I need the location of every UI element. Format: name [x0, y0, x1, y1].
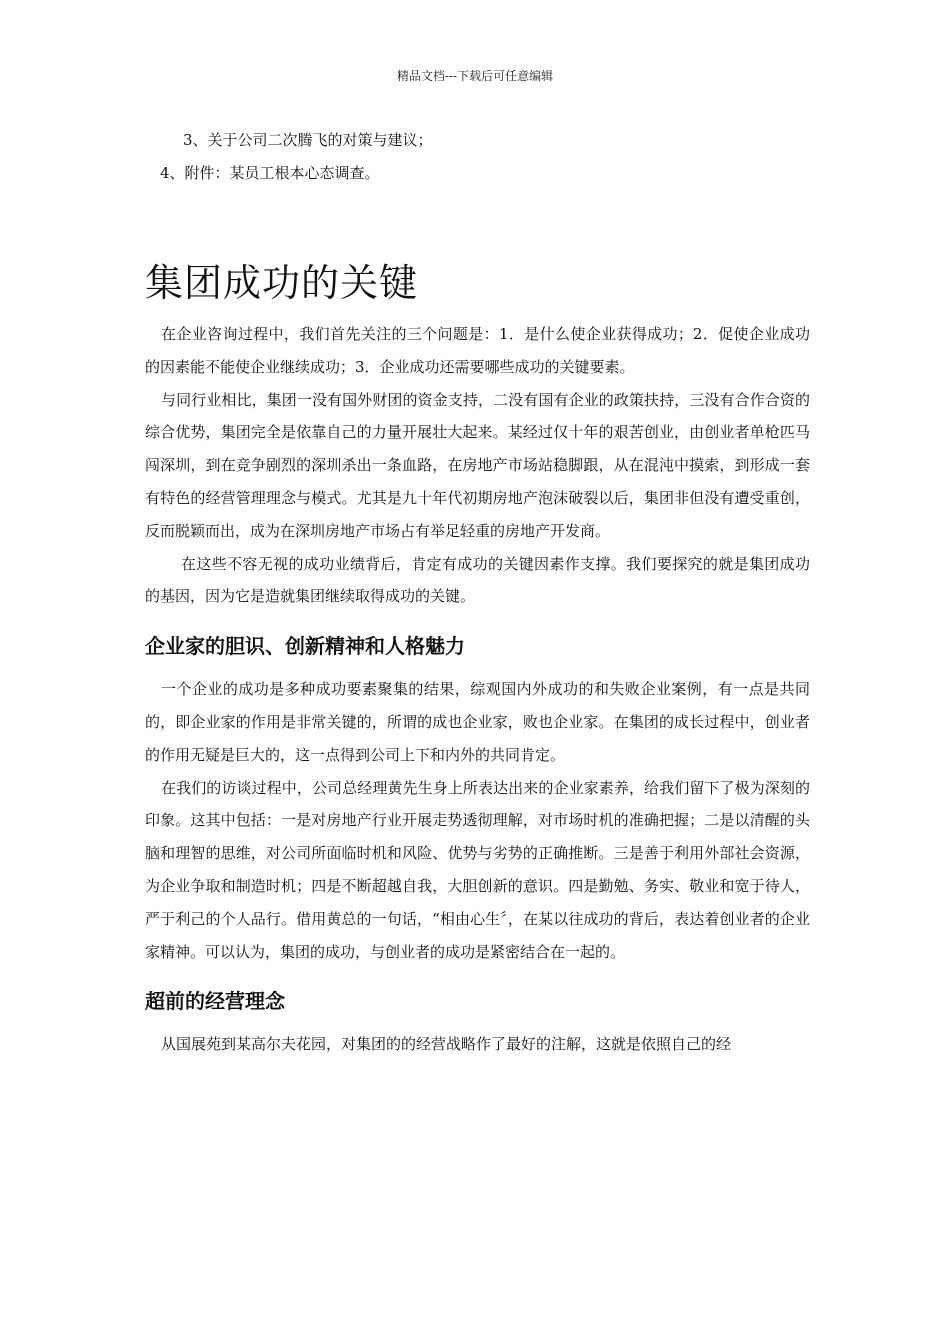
subsection-title-business-philosophy: 超前的经营理念 — [145, 989, 285, 1014]
document-body — [145, 124, 810, 1061]
paragraph: 从国展苑到某高尔夫花园，对集团的的经营战略作了最好的注解，这就是依照自己的经 — [161, 1035, 732, 1054]
page-header: 精品文档---下载后可任意编辑 — [396, 69, 554, 83]
list-item-3: 3、关于公司二次腾飞的对策与建议； — [183, 131, 433, 149]
paragraph: 一个企业的成功是多种成功要素聚集的结果，综观国内外成功的和失败企业案例，有一点是共同的，即企业家的作用是非常关键的，所谓的成也企业家，败也企业家。在集团的成长过程中，创业者的作用无疑是巨大的，这一点得到公司上下和内外的共同肯定。 — [145, 680, 810, 764]
subsection-title-entrepreneur: 企业家的胆识、创新精神和人格魅力 — [145, 634, 465, 659]
section-title-success-keys: 集团成功的关键 — [145, 261, 419, 305]
list-item-4: 4、附件：某员工根本心态调查。 — [160, 164, 380, 182]
paragraph: 在我们的访谈过程中，公司总经理黄先生身上所表达出来的企业家素养，给我们留下了极为深刻的印象。这其中包括：一是对房地产行业开展走势透彻理解，对市场时机的准确把握；二是以清醒的头脑和理智的思维，对公司所面临时机和风险、优势与劣势的正确推断。三是善于利用外部社会资源，为企业争取和制造时机；四是不断超越自我，大胆创新的意识。四是勤勉、务实、敬业和宽于待人，严于利己的个人品行。借用黄总的一句话，“相由心生〞，在某以往成功的背后，表达着创业者的企业家精神。可以认为，集团的成功，与创业者的成功是紧密结合在一起的。 — [145, 778, 810, 961]
paragraph: 与同行业相比，集团一没有国外财团的资金支持，二没有国有企业的政策扶持，三没有合作合资的综合优势，集团完全是依靠自己的力量开展壮大起来。某经过仅十年的艰苦创业，由创业者单枪匹马闯深圳，到在竞争剧烈的深圳杀出一条血路，在房地产市场站稳脚跟，从在混沌中摸索，到形成一套有特色的经营管理理念与模式。尤其是九十年代初期房地产泡沫破裂以后，集团非但没有遭受重创，反而脱颖而出，成为在深圳房地产市场占有举足轻重的房地产开发商。 — [145, 390, 810, 540]
paragraph: 在企业咨询过程中，我们首先关注的三个问题是：1．是什么使企业获得成功；2．促使企业成功的因素能不能使企业继续成功；3．企业成功还需要哪些成功的关键要素。 — [145, 325, 810, 376]
paragraph: 在这些不容无视的成功业绩背后，肯定有成功的关键因素作支撑。我们要探究的就是集团成功的基因，因为它是造就集团继续取得成功的关键。 — [145, 554, 810, 606]
